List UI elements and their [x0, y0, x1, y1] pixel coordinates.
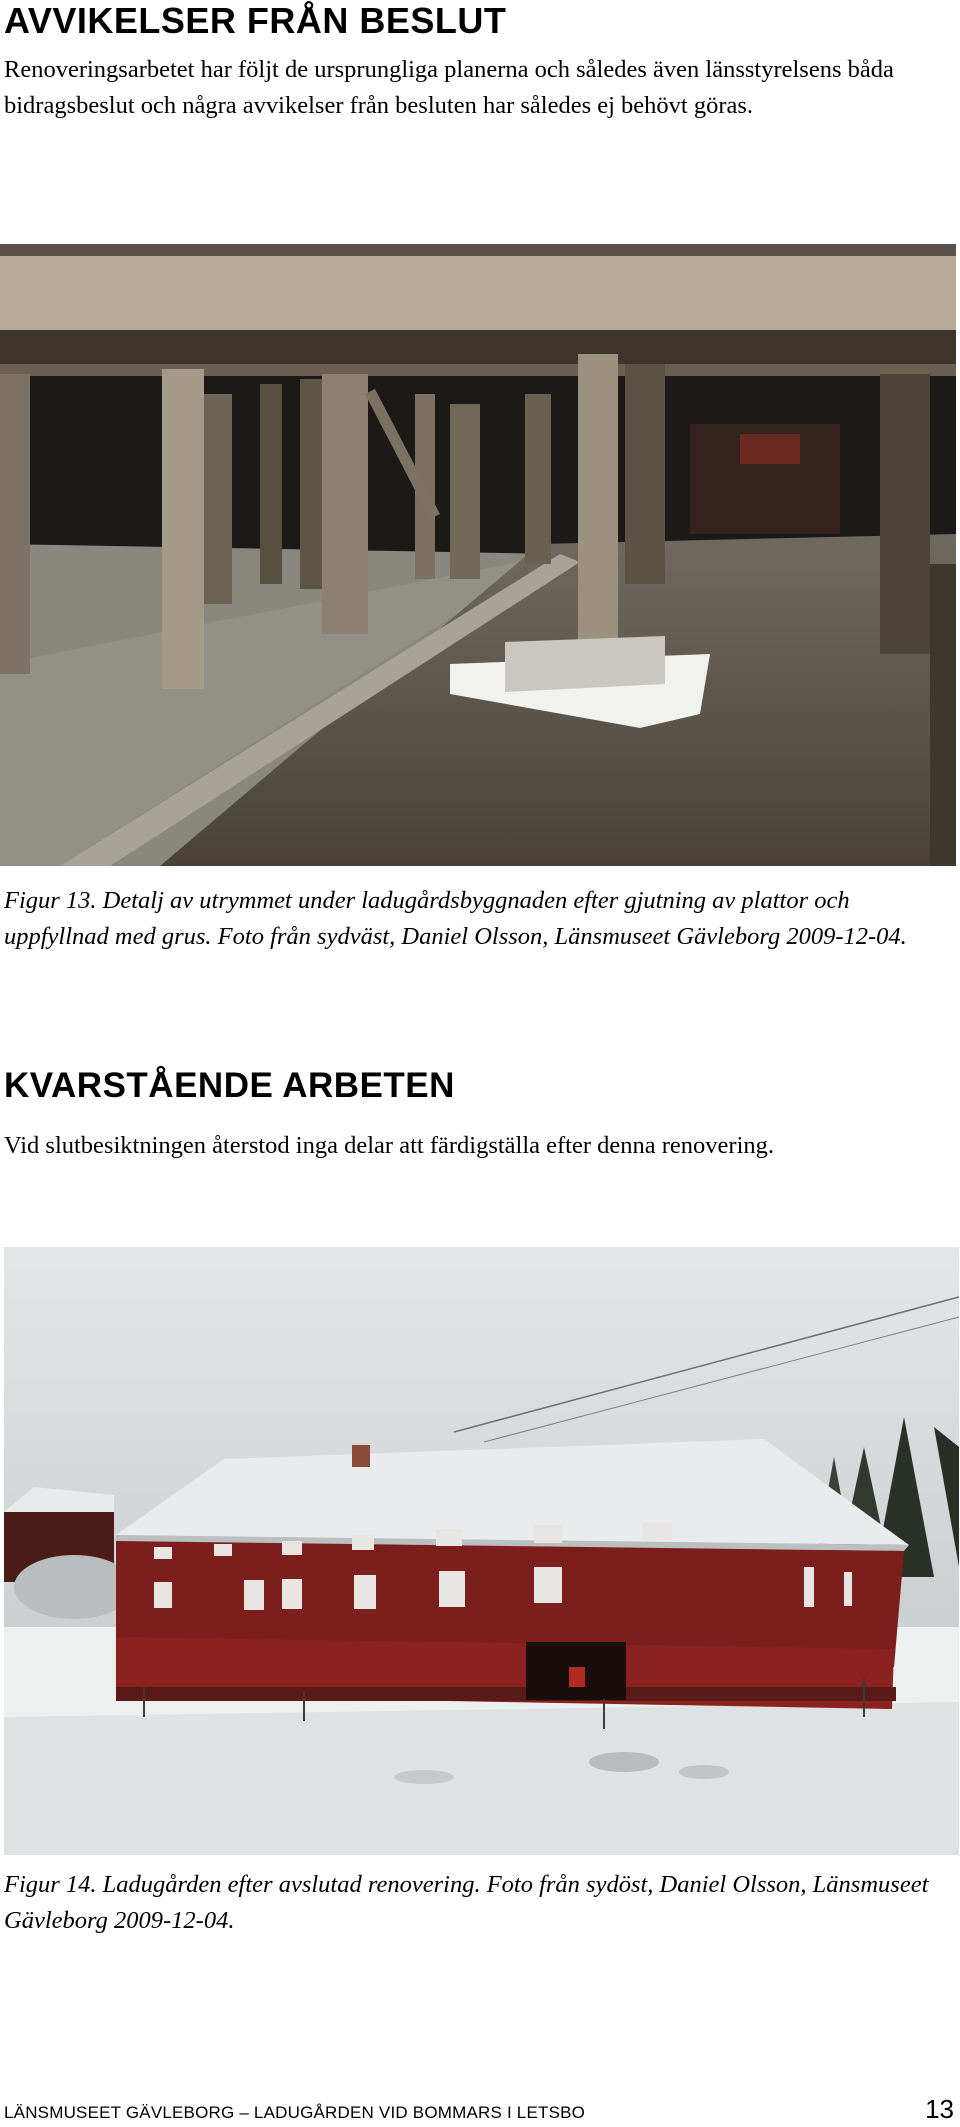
- figure-14-photo: [4, 1247, 959, 1855]
- remaining-work-paragraph: Vid slutbesiktningen återstod inga delar att färdigställa efter denna renovering.: [4, 1132, 775, 1159]
- page-number: 13: [925, 2094, 954, 2124]
- figure-14-caption: Figur 14. Ladugården efter avslutad renovering. Foto från sydöst, Daniel Olsson, Länsmuseet Gävleborg 2009-12-04.: [4, 1871, 929, 1934]
- figure-13-caption: Figur 13. Detalj av utrymmet under ladugårdsbyggnaden efter gjutning av plattor och uppfyllnad med grus. Foto från sydväst, Daniel Olsson, Länsmuseet Gävleborg 2009-12-04.: [4, 887, 907, 950]
- footer-running-title: LÄNSMUSEET GÄVLEBORG – LADUGÅRDEN VID BOMMARS I LETSBO: [4, 2103, 586, 2122]
- figure-13-photo: [0, 244, 956, 866]
- deviations-paragraph: Renoveringsarbetet har följt de ursprungliga planerna och således även länsstyrelsens båda bidragsbeslut och några avvikelser från besluten har således ej behövt göras.: [4, 56, 894, 119]
- section-heading-deviations: AVVIKELSER FRÅN BESLUT: [4, 0, 507, 41]
- section-heading-remaining-work: KVARSTÅENDE ARBETEN: [4, 1066, 455, 1105]
